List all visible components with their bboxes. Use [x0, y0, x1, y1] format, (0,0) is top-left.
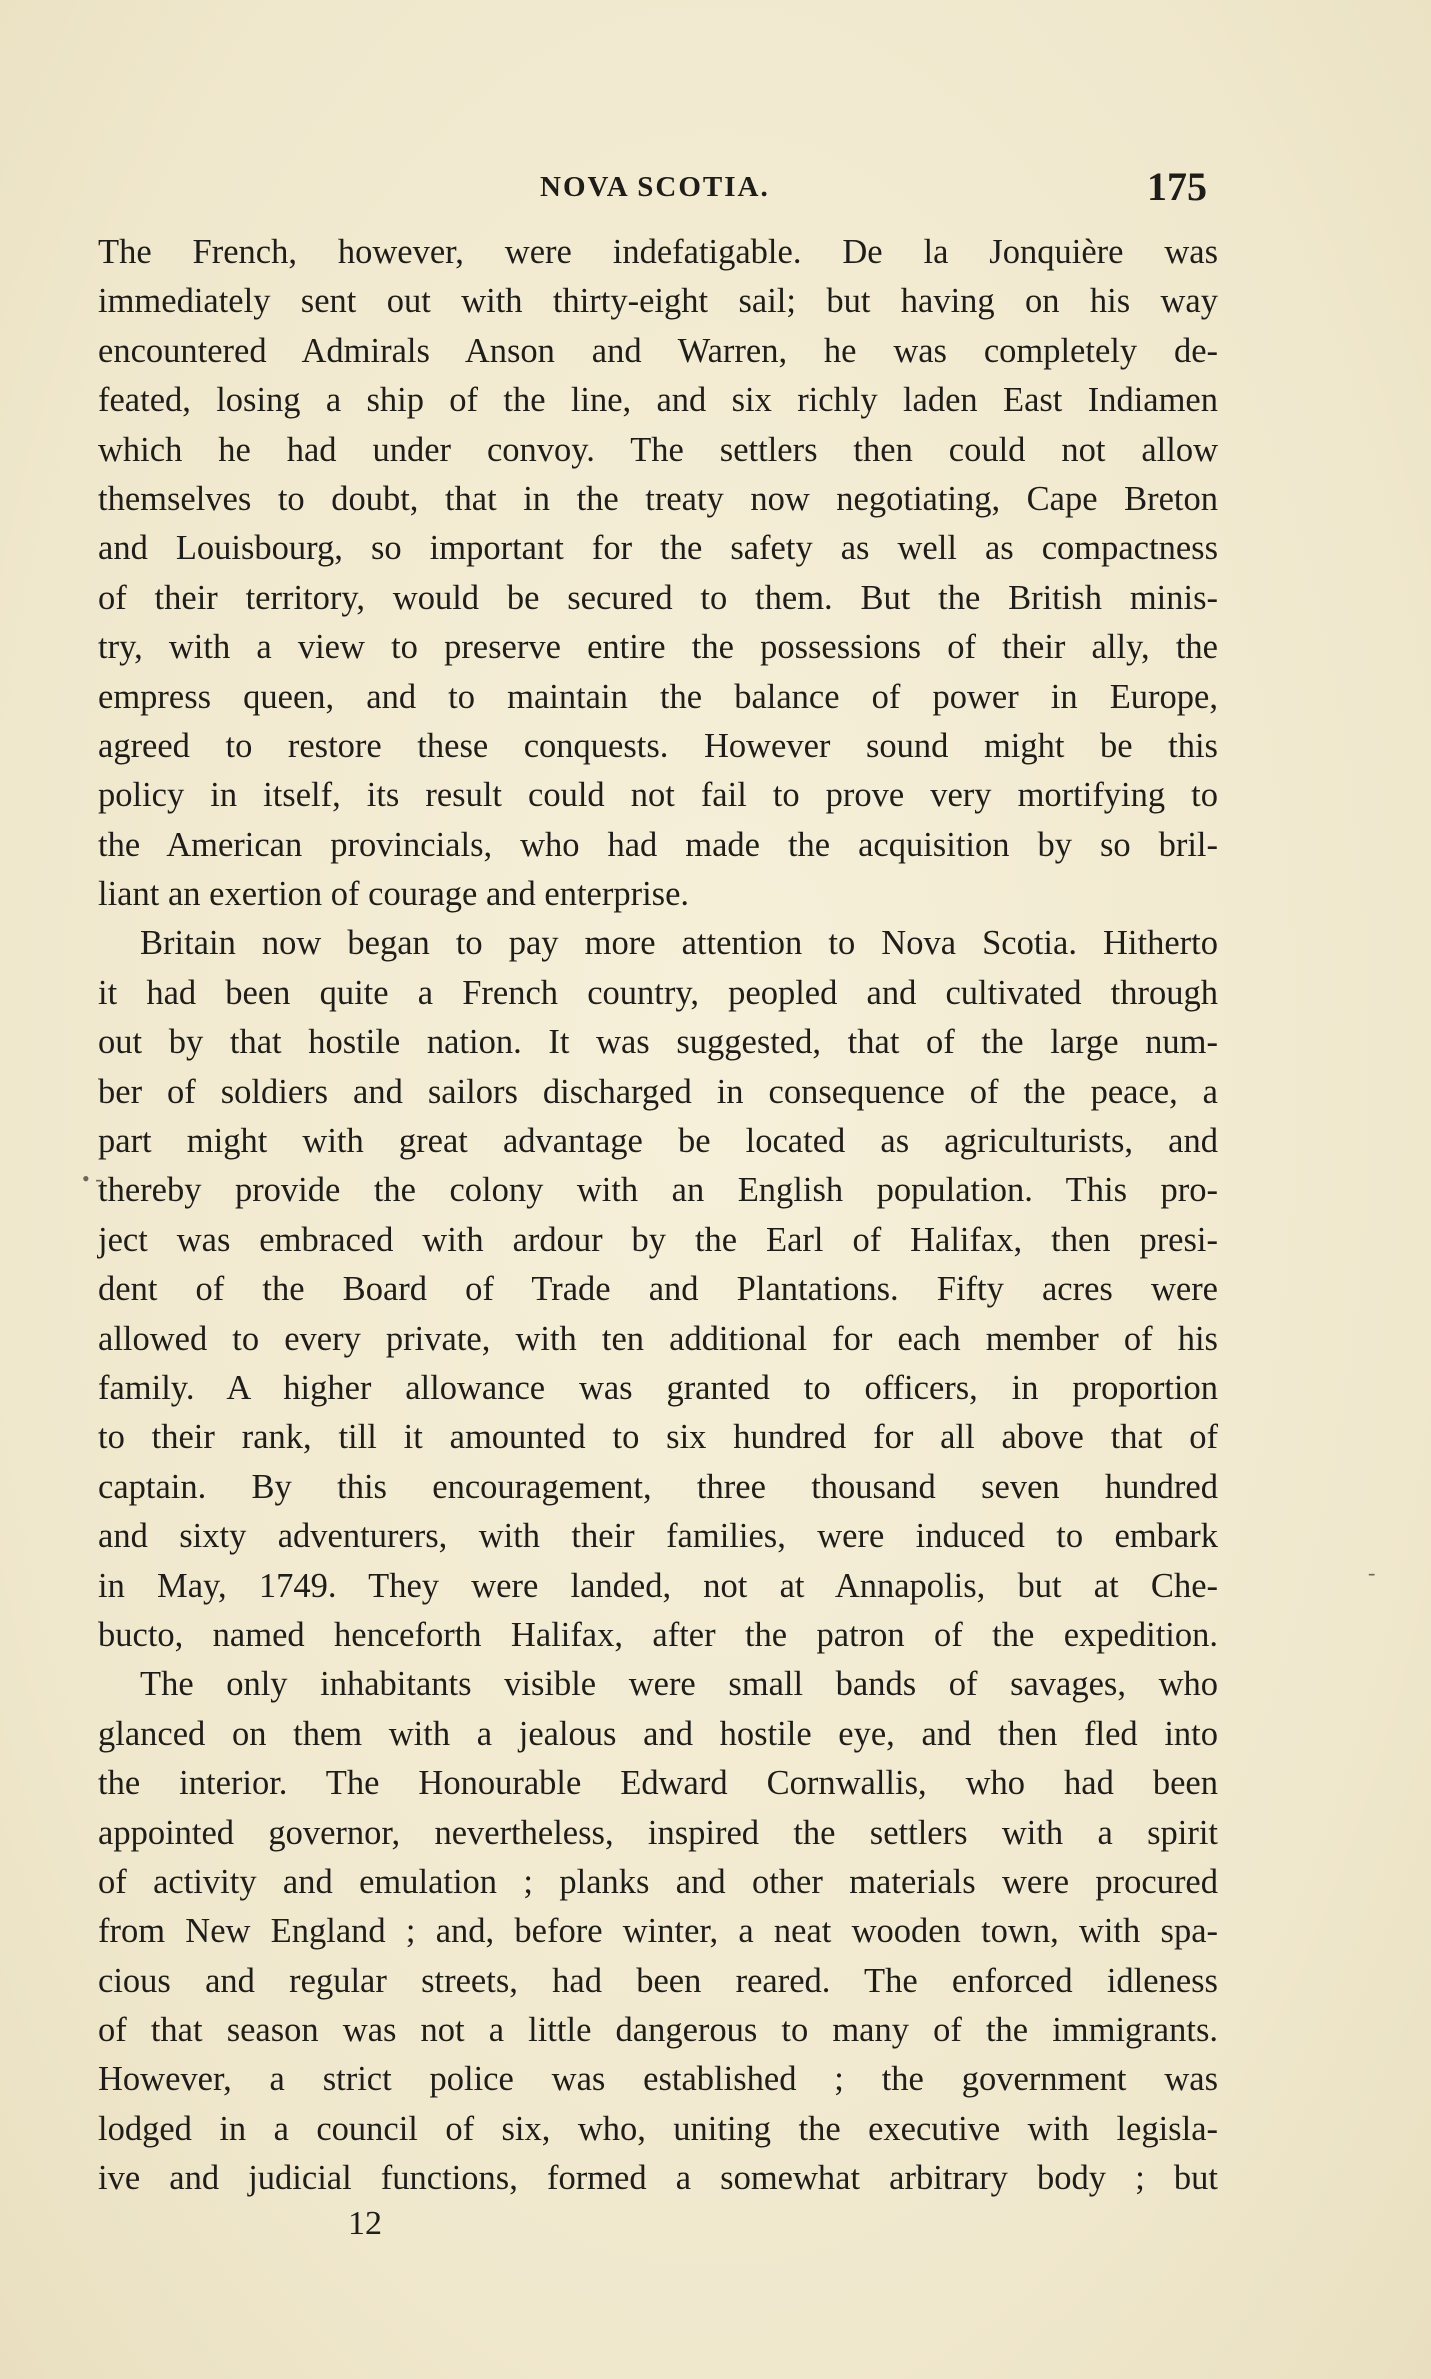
text-line: empress queen, and to maintain the balance of power in Europe,	[98, 677, 1218, 716]
text-line: the interior. The Honourable Edward Cornwallis, who had been	[98, 1764, 1218, 1803]
text-line: to their rank, till it amounted to six hundred for all above that of	[98, 1418, 1218, 1457]
text-line: themselves to doubt, that in the treaty now negotiating, Cape Breton	[98, 479, 1218, 518]
text-line: policy in itself, its result could not fail to prove very mortifying to	[98, 776, 1218, 815]
text-line: out by that hostile nation. It was suggested, that of the large num-	[98, 1023, 1218, 1062]
text-line: and sixty adventurers, with their families, were induced to embark	[98, 1517, 1218, 1556]
paragraph-start-line: The only inhabitants visible were small bands of savages, who	[140, 1665, 1218, 1704]
text-line: glanced on them with a jealous and hostile eye, and then fled into	[98, 1714, 1218, 1753]
text-line: feated, losing a ship of the line, and six richly laden East Indiamen	[98, 381, 1218, 420]
text-line: which he had under convoy. The settlers then could not allow	[98, 430, 1218, 469]
margin-blemish-dash: -	[1368, 1560, 1376, 1585]
text-line: ject was embraced with ardour by the Earl of Halifax, then presi-	[98, 1220, 1218, 1259]
text-line: lodged in a council of six, who, uniting the executive with legisla-	[98, 2109, 1218, 2148]
page-number: 175	[1147, 164, 1207, 209]
text-line: from New England ; and, before winter, a neat wooden town, with spa-	[98, 1912, 1218, 1951]
text-line: part might with great advantage be located as agriculturists, and	[98, 1122, 1218, 1161]
running-head-title: NOVA SCOTIA.	[540, 171, 770, 203]
text-line: appointed governor, nevertheless, inspired the settlers with a spirit	[98, 1813, 1218, 1852]
text-line: in May, 1749. They were landed, not at Annapolis, but at Che-	[98, 1566, 1218, 1605]
text-line: immediately sent out with thirty-eight sail; but having on his way	[98, 282, 1218, 321]
text-line: and Louisbourg, so important for the safety as well as compactness	[98, 529, 1218, 568]
text-line: the American provincials, who had made the acquisition by so bril-	[98, 825, 1218, 864]
text-line: captain. By this encouragement, three thousand seven hundred	[98, 1467, 1218, 1506]
text-line: The French, however, were indefatigable. De la Jonquière was	[98, 233, 1218, 271]
text-line: of that season was not a little dangerous to many of the immigrants.	[98, 2011, 1218, 2050]
text-line: ive and judicial functions, formed a somewhat arbitrary body ; but	[98, 2159, 1218, 2198]
text-line: cious and regular streets, had been reared. The enforced idleness	[98, 1961, 1218, 2000]
margin-blemish-dot: • -	[82, 1166, 103, 1191]
running-head	[0, 163, 1431, 213]
text-line: family. A higher allowance was granted to officers, in proportion	[98, 1368, 1218, 1407]
text-line: it had been quite a French country, peopled and cultivated through	[98, 973, 1218, 1012]
text-line: agreed to restore these conquests. However sound might be this	[98, 726, 1218, 765]
body-text	[98, 228, 1218, 2204]
text-line: allowed to every private, with ten additional for each member of his	[98, 1319, 1218, 1358]
text-line: ber of soldiers and sailors discharged in consequence of the peace, a	[98, 1072, 1218, 1111]
text-line: encountered Admirals Anson and Warren, he was completely de-	[98, 331, 1218, 370]
text-line: thereby provide the colony with an English population. This pro-	[98, 1171, 1218, 1210]
paragraph-start-line: Britain now began to pay more attention to Nova Scotia. Hitherto	[140, 924, 1218, 963]
text-line: try, with a view to preserve entire the possessions of their ally, the	[98, 628, 1218, 667]
paragraph-end-line: liant an exertion of courage and enterprise.	[98, 875, 690, 914]
signature-mark: 12	[348, 2205, 382, 2242]
text-line: However, a strict police was established ; the government was	[98, 2060, 1218, 2099]
text-line: of their territory, would be secured to them. But the British minis-	[98, 578, 1218, 617]
text-line: bucto, named henceforth Halifax, after the patron of the expedition.	[98, 1615, 1218, 1654]
text-line: of activity and emulation ; planks and other materials were procured	[98, 1862, 1218, 1901]
text-line: dent of the Board of Trade and Plantations. Fifty acres were	[98, 1270, 1218, 1309]
